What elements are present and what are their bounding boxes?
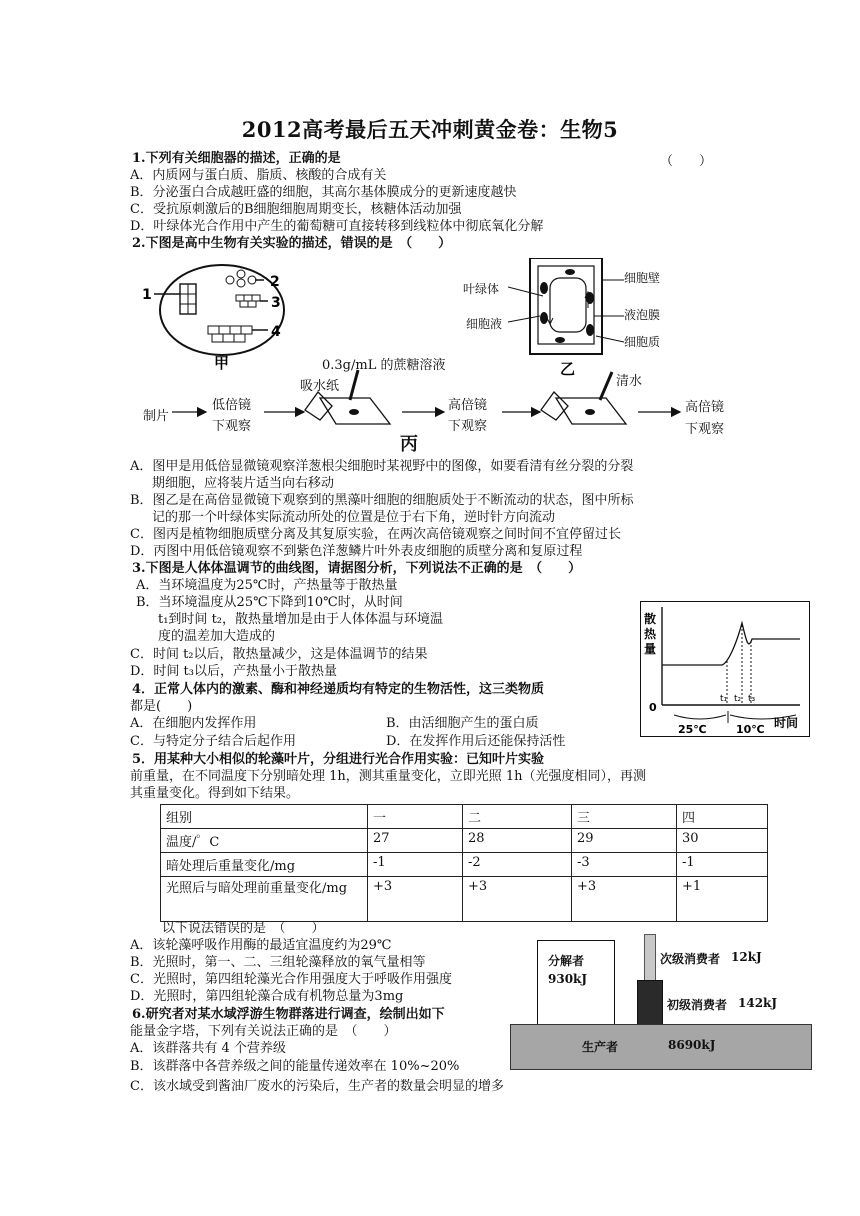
yi-caption: 乙	[560, 360, 576, 376]
q4-option-a: A．在细胞内发挥作用	[130, 716, 257, 731]
table-cell: 27	[368, 829, 463, 853]
figure-bing-flow	[140, 360, 740, 440]
q1-option-c: C．受抗原刺激后的B细胞细胞周期变长，核糖体活动加强	[130, 202, 462, 217]
chart-ylabel-2: 热	[644, 627, 657, 641]
q1-option-a: A．内质网与蛋白质、脂质、核酸的合成有关	[130, 168, 387, 183]
q3-option-b-cont1: t₁到时间 t₂，散热量增加是由于人体体温与环境温	[158, 612, 444, 627]
q4-option-d: D．在发挥作用后还能保持活性	[386, 734, 566, 749]
bing-high-label-2: 下观察	[448, 419, 488, 434]
yi-label-chloroplast: 叶绿体	[463, 282, 500, 296]
q2-option-b-cont: 记的那一个叶绿体实际流动所处的位置是位于右下角，逆时针方向流动	[152, 510, 556, 525]
pyramid-secondary-bar	[644, 934, 656, 982]
bing-paper-label: 吸水纸	[300, 379, 340, 394]
q4-stem-cont: 都是( )	[130, 699, 193, 714]
chart-temp-10: 10℃	[736, 723, 765, 736]
page-title: 2012高考最后五天冲刺黄金卷：生物5	[241, 117, 619, 142]
bing-low-label-1: 低倍镜	[212, 398, 252, 413]
jia-label-1: 1	[142, 287, 152, 303]
bing-high-label-4: 下观察	[685, 422, 725, 437]
table-header-cell: 三	[572, 805, 677, 829]
q4-option-b: B．由活细胞产生的蛋白质	[386, 716, 539, 731]
bing-high-label-1: 高倍镜	[448, 398, 488, 413]
chart-ylabel-1: 散	[644, 612, 657, 626]
table-row	[161, 853, 768, 877]
q3-option-a: A．当环境温度为25℃时，产热量等于散热量	[136, 578, 398, 593]
chart-tick-t3: t₃	[748, 694, 756, 704]
pyramid-producer-value: 8690kJ	[668, 1038, 716, 1052]
table-cell: 光照后与暗处理前重量变化/mg	[161, 877, 368, 922]
q5-stem: 5．用某种大小相似的轮藻叶片，分组进行光合作用实验：已知叶片实验	[132, 752, 545, 767]
bing-water-label: 清水	[616, 374, 643, 389]
figure-jia	[140, 262, 300, 372]
bing-start-label: 制片	[143, 409, 170, 424]
bing-low-label-2: 下观察	[212, 419, 252, 434]
jia-label-4: 4	[271, 324, 281, 340]
q5-stem-cont1: 前重量，在不同温度下分别暗处理 1h，测其重量变化，立即光照 1h（光强度相同），再测	[130, 769, 647, 784]
table-cell: -1	[368, 853, 463, 877]
pyramid-secondary-value: 12kJ	[731, 950, 762, 964]
table-header-cell: 一	[368, 805, 463, 829]
q5-lead: 以下说法错误的是 （ ）	[162, 921, 325, 936]
q1-answer-paren: （ ）	[660, 154, 713, 169]
q4-stem: 4．正常人体内的激素、酶和神经递质均有特定的生物活性，这三类物质	[132, 682, 545, 697]
q6-option-c: C．该水域受到酱油厂废水的污染后，生产者的数量会明显的增多	[130, 1079, 504, 1094]
q5-option-b: B．光照时，第一、二、三组轮藻释放的氧气量相等	[130, 955, 426, 970]
table-cell: -1	[677, 853, 768, 877]
table-header-row	[161, 805, 768, 829]
q6-stem: 6.研究者对某水域浮游生物群落进行调查，绘制出如下	[132, 1007, 445, 1022]
pyramid-primary-value: 142kJ	[738, 996, 778, 1010]
q3-option-b: B．当环境温度从25℃下降到10℃时，从时间	[136, 595, 403, 610]
table-cell: 30	[677, 829, 768, 853]
table-cell: +3	[572, 877, 677, 922]
q4-option-c: C．与特定分子结合后起作用	[130, 734, 296, 749]
table-cell: +3	[463, 877, 572, 922]
q3-stem: 3.下图是人体体温调节的曲线图，请据图分析，下列说法不正确的是 （ ）	[132, 561, 582, 576]
pyramid-secondary-label: 次级消费者	[660, 952, 721, 966]
q6-stem-cont: 能量金字塔，下列有关说法正确的是 （ ）	[130, 1024, 397, 1039]
chart-tick-t2: t₂	[734, 694, 742, 704]
yi-label-cytoplasm: 细胞质	[624, 335, 661, 349]
q1-option-b: B．分泌蛋白合成越旺盛的细胞，其高尔基体膜成分的更新速度越快	[130, 185, 517, 200]
bing-high-label-3: 高倍镜	[685, 400, 725, 415]
yi-label-cell-sap: 细胞液	[466, 317, 503, 331]
table-header-cell: 二	[463, 805, 572, 829]
table-cell: +1	[677, 877, 768, 922]
table-cell: -2	[463, 853, 572, 877]
table-cell: 29	[572, 829, 677, 853]
table-cell: +3	[368, 877, 463, 922]
pyramid-producer-bar	[510, 1024, 812, 1070]
table-cell: -3	[572, 853, 677, 877]
jia-label-3: 3	[271, 295, 281, 311]
table-header-cell: 四	[677, 805, 768, 829]
table-header-cell: 组别	[161, 805, 368, 829]
pyramid-decomposer-value: 930kJ	[548, 972, 588, 986]
q2-option-a: A．图甲是用低倍显微镜观察洋葱根尖细胞时某视野中的图像，如要看清有丝分裂的分裂	[130, 459, 634, 474]
q6-option-a: A．该群落共有 4 个营养级	[130, 1041, 286, 1056]
table-cell: 暗处理后重量变化/mg	[161, 853, 368, 877]
q5-results-table	[160, 804, 768, 922]
q1-stem: 1.下列有关细胞器的描述，正确的是	[132, 151, 341, 166]
pyramid-producer-label: 生产者	[582, 1040, 619, 1054]
q3-option-d: D．时间 t₃以后，产热量小于散热量	[130, 664, 337, 679]
q2-option-b: B．图乙是在高倍显微镜下观察到的黑藻叶细胞的细胞质处于不断流动的状态，图中所标	[130, 493, 634, 508]
q2-option-c: C．图丙是植物细胞质壁分离及其复原实验，在两次高倍镜观察之间时间不宜停留过长	[130, 527, 621, 542]
q5-stem-cont2: 其重量变化。得到如下结果。	[130, 786, 300, 801]
q1-option-d: D．叶绿体光合作用中产生的葡萄糖可直接转移到线粒体中彻底氧化分解	[130, 219, 544, 234]
table-row	[161, 829, 768, 853]
q2-stem: 2.下图是高中生物有关实验的描述，错误的是 （ ）	[132, 236, 452, 251]
pyramid-primary-label: 初级消费者	[667, 998, 728, 1012]
chart-ylabel	[644, 611, 660, 656]
chart-origin: 0	[649, 701, 657, 714]
yi-label-cell-wall: 细胞壁	[624, 271, 661, 285]
q6-option-b: B．该群落中各营养级之间的能量传递效率在 10%~20%	[130, 1059, 460, 1074]
pyramid-primary-bar	[637, 980, 663, 1026]
q3-option-c: C．时间 t₂以后，散热量减少，这是体温调节的结果	[130, 647, 428, 662]
q5-option-d: D．光照时，第四组轮藻合成有机物总量为3mg	[130, 989, 404, 1004]
table-cell: 28	[463, 829, 572, 853]
q2-option-a-cont: 期细胞，应将装片适当向右移动	[152, 476, 335, 491]
jia-label-2: 2	[270, 274, 280, 290]
table-cell: 温度/゜C	[161, 829, 368, 853]
yi-pointer-lines	[508, 276, 628, 346]
pyramid-decomposer-label: 分解者	[548, 954, 585, 968]
bing-sucrose-label: 0.3g/mL 的蔗糖溶液	[322, 358, 446, 373]
q5-option-a: A．该轮藻呼吸作用酶的最适宜温度约为29℃	[130, 938, 392, 953]
q5-option-c: C．光照时，第四组轮藻光合作用强度大于呼吸作用强度	[130, 972, 452, 987]
q3-option-b-cont2: 度的温差加大造成的	[158, 629, 276, 644]
chart-ylabel-3: 量	[644, 642, 657, 656]
yi-label-vacuole-membrane: 液泡膜	[624, 308, 661, 322]
jia-caption: 甲	[214, 354, 230, 372]
q3-heat-chart	[640, 601, 810, 737]
chart-tick-t1: t₁	[720, 694, 728, 704]
bing-caption: 丙	[400, 434, 418, 455]
chart-xlabel: 时间	[774, 716, 799, 730]
table-row	[161, 877, 768, 922]
chart-temp-25: 25℃	[678, 723, 707, 736]
q2-option-d: D．丙图中用低倍镜观察不到紫色洋葱鳞片叶外表皮细胞的质壁分离和复原过程	[130, 544, 583, 559]
